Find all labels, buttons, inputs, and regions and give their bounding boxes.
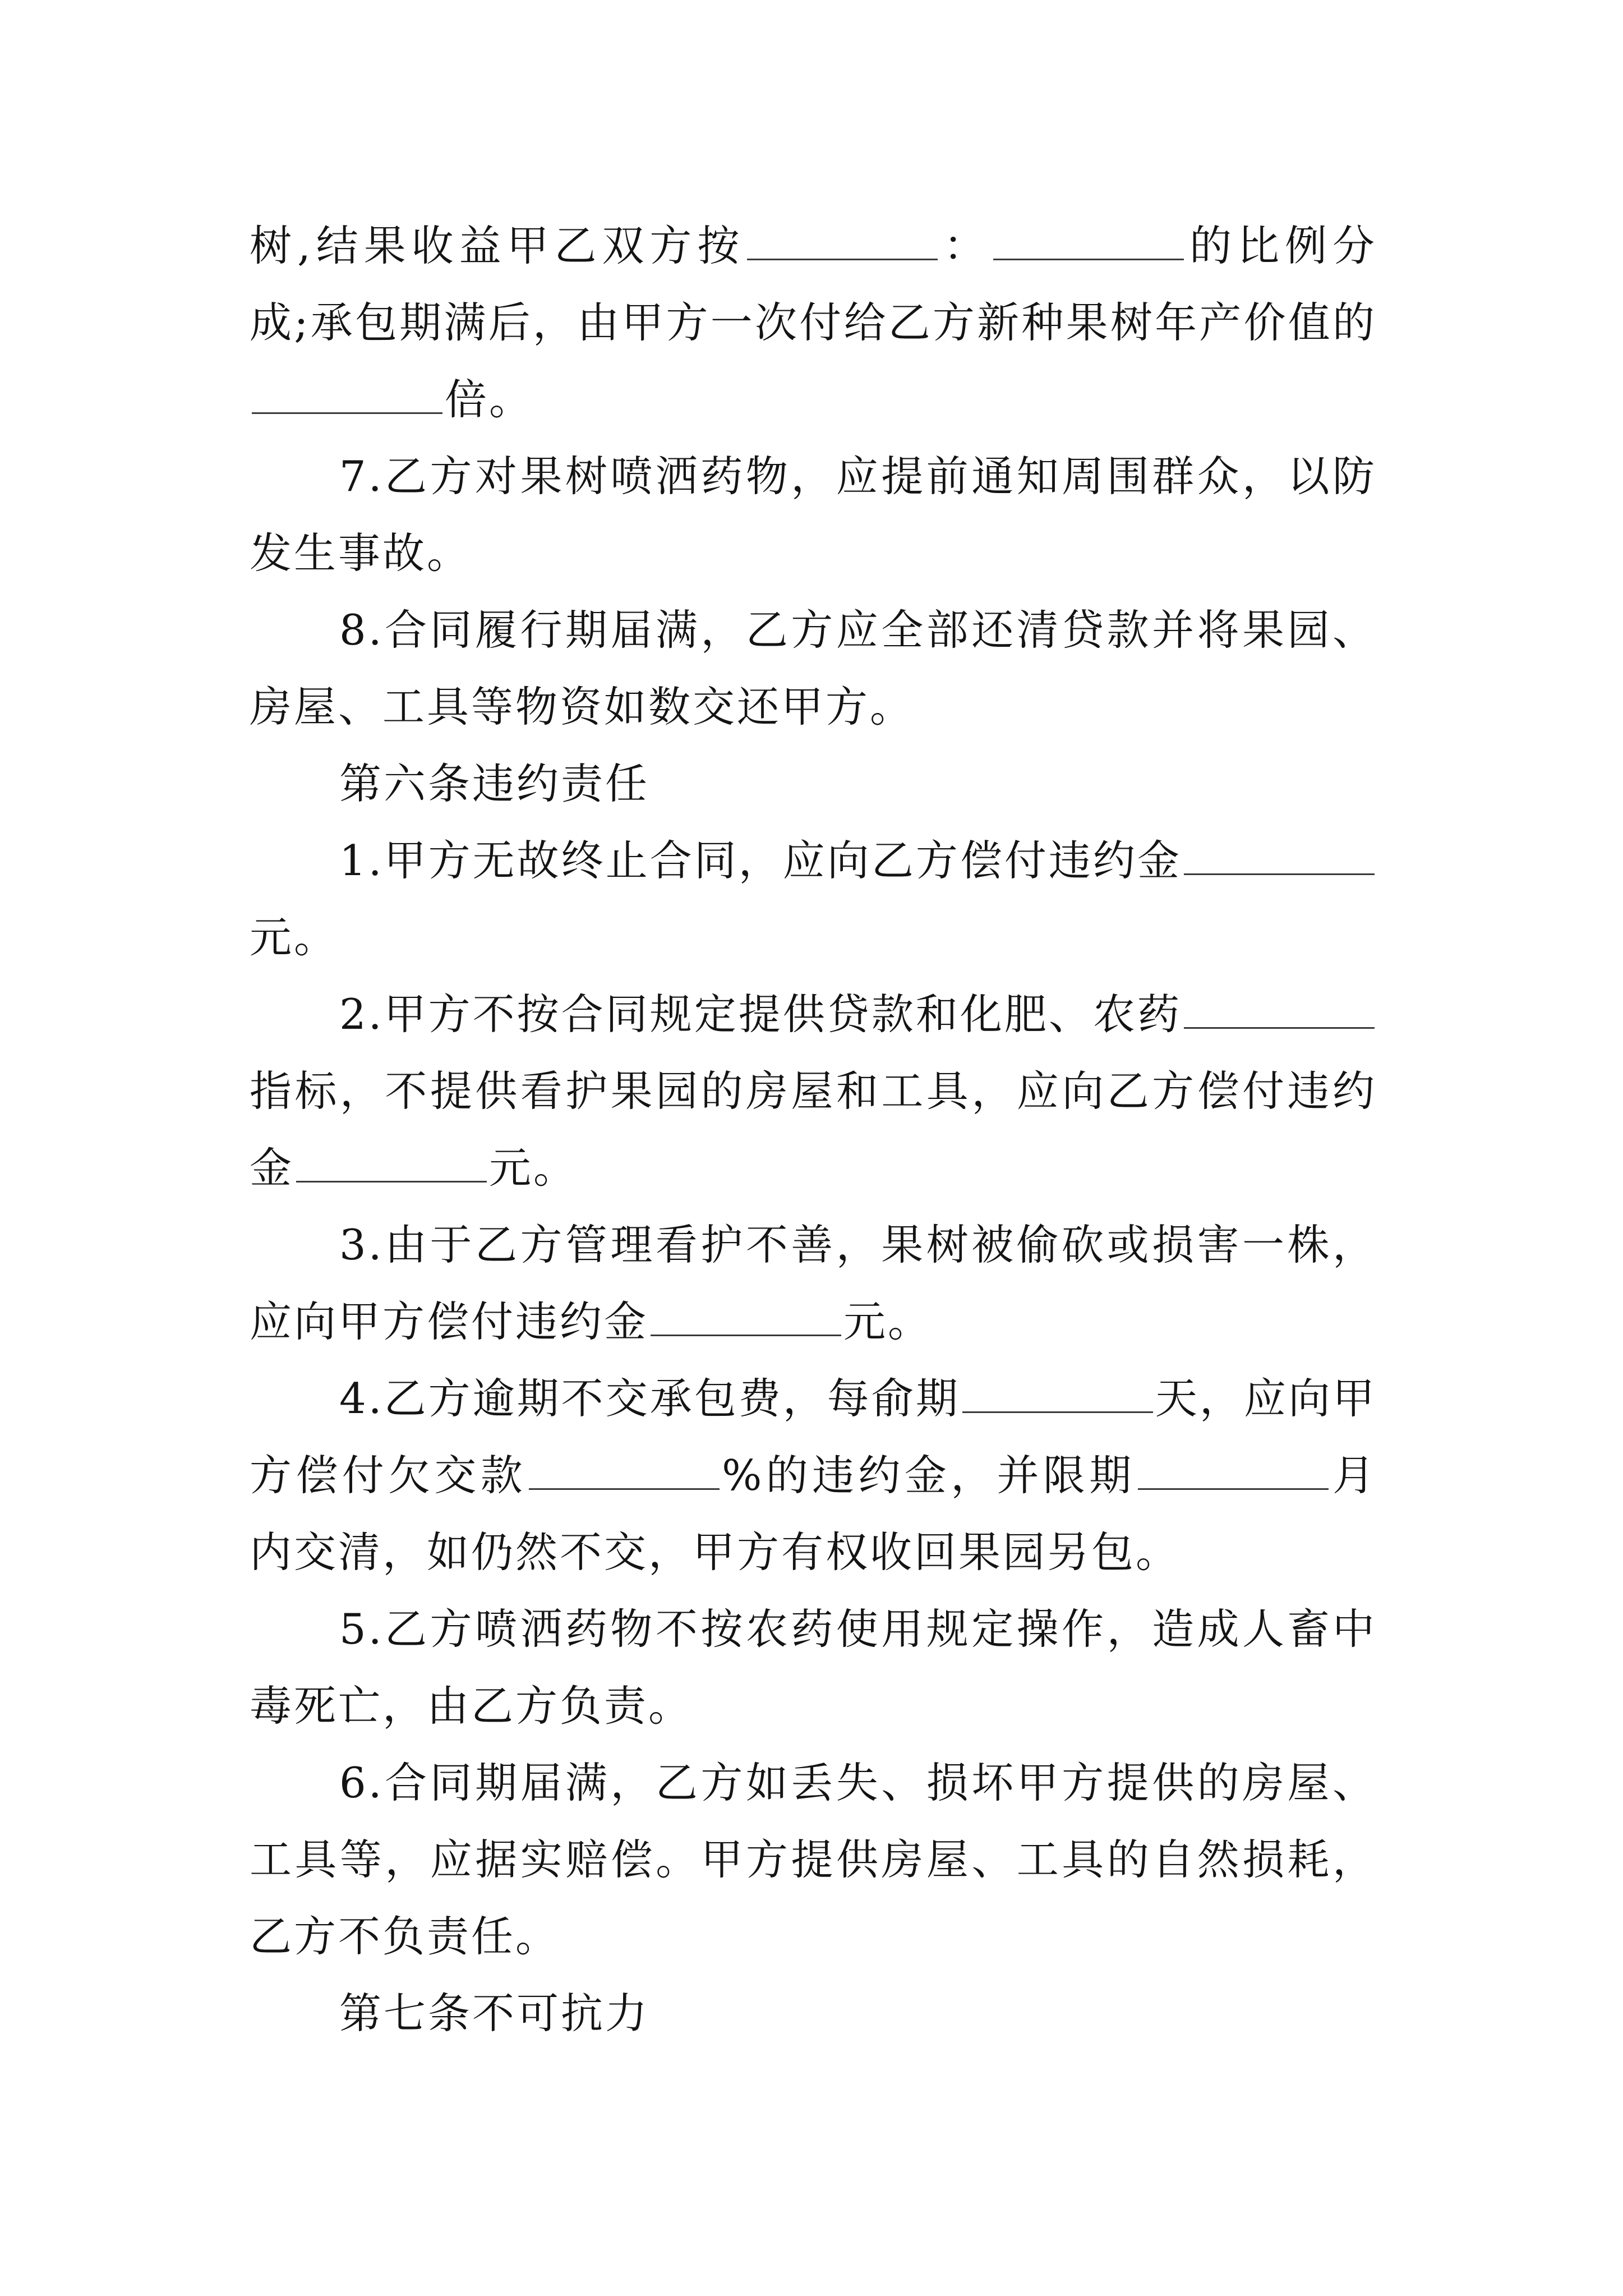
text-segment: 4.乙方逾期不交承包费，每俞期 <box>339 1374 960 1423</box>
liability-clause-5: 5.乙方喷洒药物不按农药使用规定操作，造成人畜中毒死亡，由乙方负责。 <box>250 1604 1377 1731</box>
blank-field[interactable] <box>962 1378 1153 1413</box>
blank-field[interactable] <box>747 225 938 260</box>
text-segment: 的比例分成;承包期满后，由甲方一次付给乙方新种果树年产价值的 <box>250 221 1377 347</box>
section-heading-article-6: 第六条违约责任 <box>339 759 650 808</box>
liability-clause-3 <box>250 1207 1377 1360</box>
blank-field[interactable] <box>651 1301 841 1336</box>
paragraph-profit-share <box>250 208 1377 438</box>
blank-field[interactable] <box>993 225 1184 260</box>
text-segment: ： <box>940 221 992 270</box>
blank-field[interactable] <box>1184 840 1375 875</box>
text-segment: 指标，不提供看护果园的房屋和工具，应向乙方偿付违约金 <box>250 1066 1377 1193</box>
text-segment: 2.甲方不按合同规定提供贷款和化肥、农药 <box>339 990 1182 1039</box>
text-segment: 天，应向甲方偿付欠交款 <box>250 1374 1377 1500</box>
text-segment: %的违约金，并限期 <box>722 1451 1136 1500</box>
blank-field[interactable] <box>296 1147 487 1182</box>
section-heading-article-7: 第七条不可抗力 <box>339 1989 650 2038</box>
blank-field[interactable] <box>252 379 442 414</box>
text-segment: 树,结果收益甲乙双方按 <box>250 221 745 270</box>
text-segment: 月内交清，如仍然不交，甲方有权收回果园另包。 <box>250 1451 1377 1577</box>
text-segment: 元。 <box>489 1143 578 1193</box>
liability-clause-6: 6.合同期届满，乙方如丢失、损坏甲方提供的房屋、工具等，应据实赔偿。甲方提供房屋、工具的自然损耗，乙方不负责任。 <box>250 1758 1377 1961</box>
text-segment: 元。 <box>250 913 339 962</box>
liability-clause-1 <box>250 822 1377 976</box>
text-segment: 1.甲方无故终止合同，应向乙方偿付违约金 <box>339 836 1182 885</box>
text-segment: 元。 <box>843 1297 933 1346</box>
clause-8-return-assets: 8.合同履行期届满，乙方应全部还清贷款并将果园、房屋、工具等物资如数交还甲方。 <box>250 605 1377 731</box>
blank-field[interactable] <box>1184 993 1375 1029</box>
liability-clause-4 <box>250 1360 1377 1591</box>
clause-7-spraying-notice: 7.乙方对果树喷洒药物，应提前通知周围群众，以防发生事故。 <box>250 452 1377 578</box>
blank-field[interactable] <box>529 1455 720 1490</box>
liability-clause-2 <box>250 976 1377 1207</box>
blank-field[interactable] <box>1138 1455 1329 1490</box>
document-body <box>250 208 1377 2052</box>
text-segment: 倍。 <box>445 375 534 424</box>
text-segment: 3.由于乙方管理看护不善，果树被偷砍或损害一株，应向甲方偿付违约金 <box>250 1220 1377 1346</box>
